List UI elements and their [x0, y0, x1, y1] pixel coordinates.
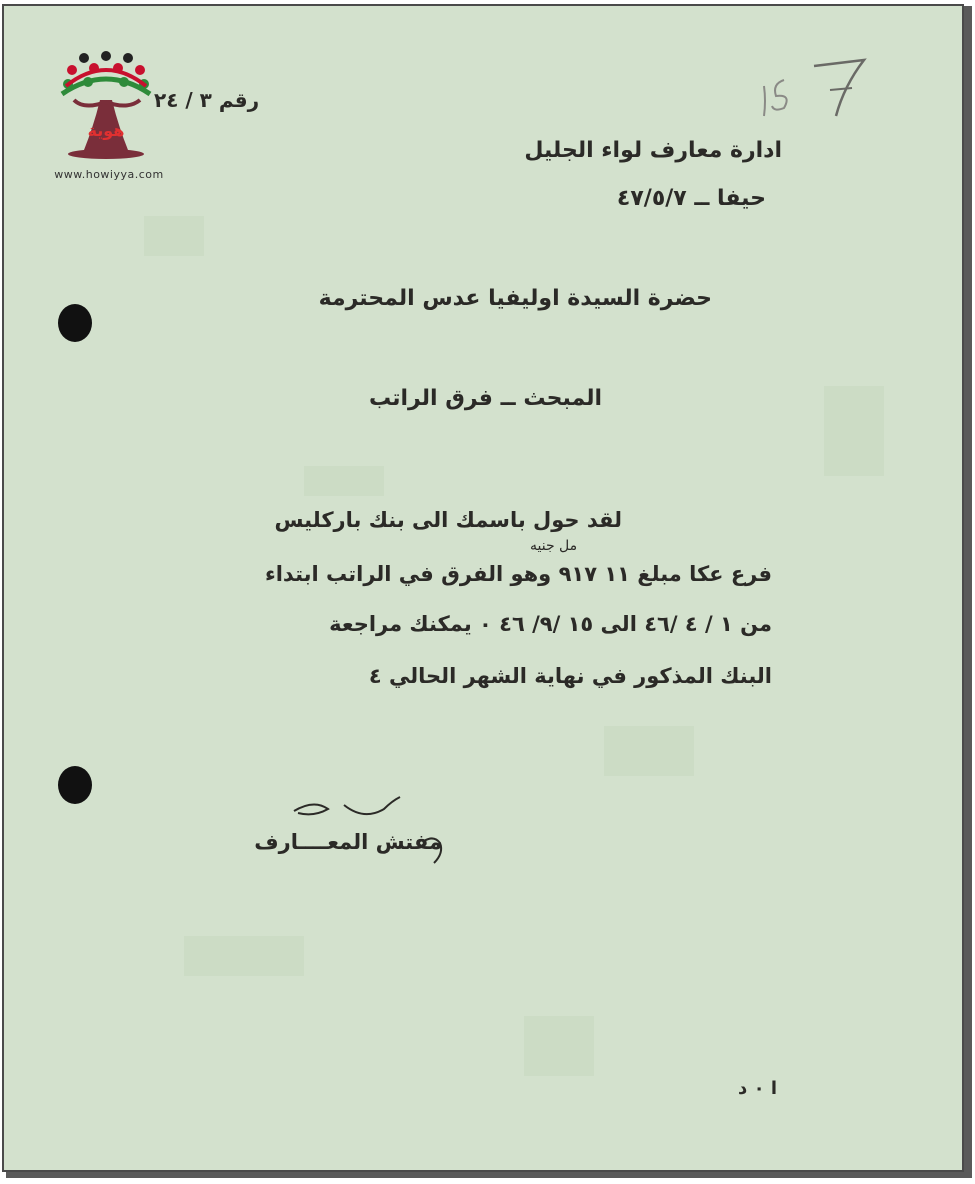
body-line-2: فرع عكا مبلغ ١١ ٩١٧ وهو الفرق في الراتب ابتداء: [265, 562, 772, 586]
paper-texture: [184, 936, 304, 976]
reference-number: رقم ٣ / ٢٤: [154, 88, 260, 112]
pencil-annotation: [744, 46, 884, 126]
typist-initials: ا ٠ د: [738, 1078, 777, 1099]
body-insertion: مل جنيه: [530, 538, 578, 554]
watermark-url: www.howiyya.com: [54, 168, 164, 181]
place-and-date: حيفا ــ ٤٧/٥/٧: [616, 186, 766, 211]
howiyya-logo: [44, 50, 174, 190]
letter-subject: المبحث ــ فرق الراتب: [368, 386, 602, 411]
page-shadow-right: [964, 6, 972, 1176]
paper-texture: [144, 216, 204, 256]
paper-texture: [824, 386, 884, 476]
paper-texture: [304, 466, 384, 496]
body-line-1: لقد حول باسمك الى بنك باركليس: [274, 508, 622, 532]
document-page: [2, 4, 964, 1172]
punch-hole: [58, 766, 92, 804]
body-line-3: من ١ / ٤ /٤٦ الى ١٥ /٩/ ٤٦ ٠ يمكنك مراجعة: [329, 612, 772, 636]
paper-texture: [604, 726, 694, 776]
recipient-salutation: حضرة السيدة اوليفيا عدس المحترمة: [318, 286, 712, 311]
body-line-4: البنك المذكور في نهاية الشهر الحالي ٤: [368, 664, 772, 688]
office-name: ادارة معارف لواء الجليل: [524, 138, 782, 163]
paper-texture: [524, 1016, 594, 1076]
punch-hole: [58, 304, 92, 342]
svg-text:هوية: هوية: [87, 121, 125, 140]
page-shadow-bottom: [6, 1172, 972, 1178]
signatory-title: مفتش المعــــارف: [254, 830, 442, 854]
